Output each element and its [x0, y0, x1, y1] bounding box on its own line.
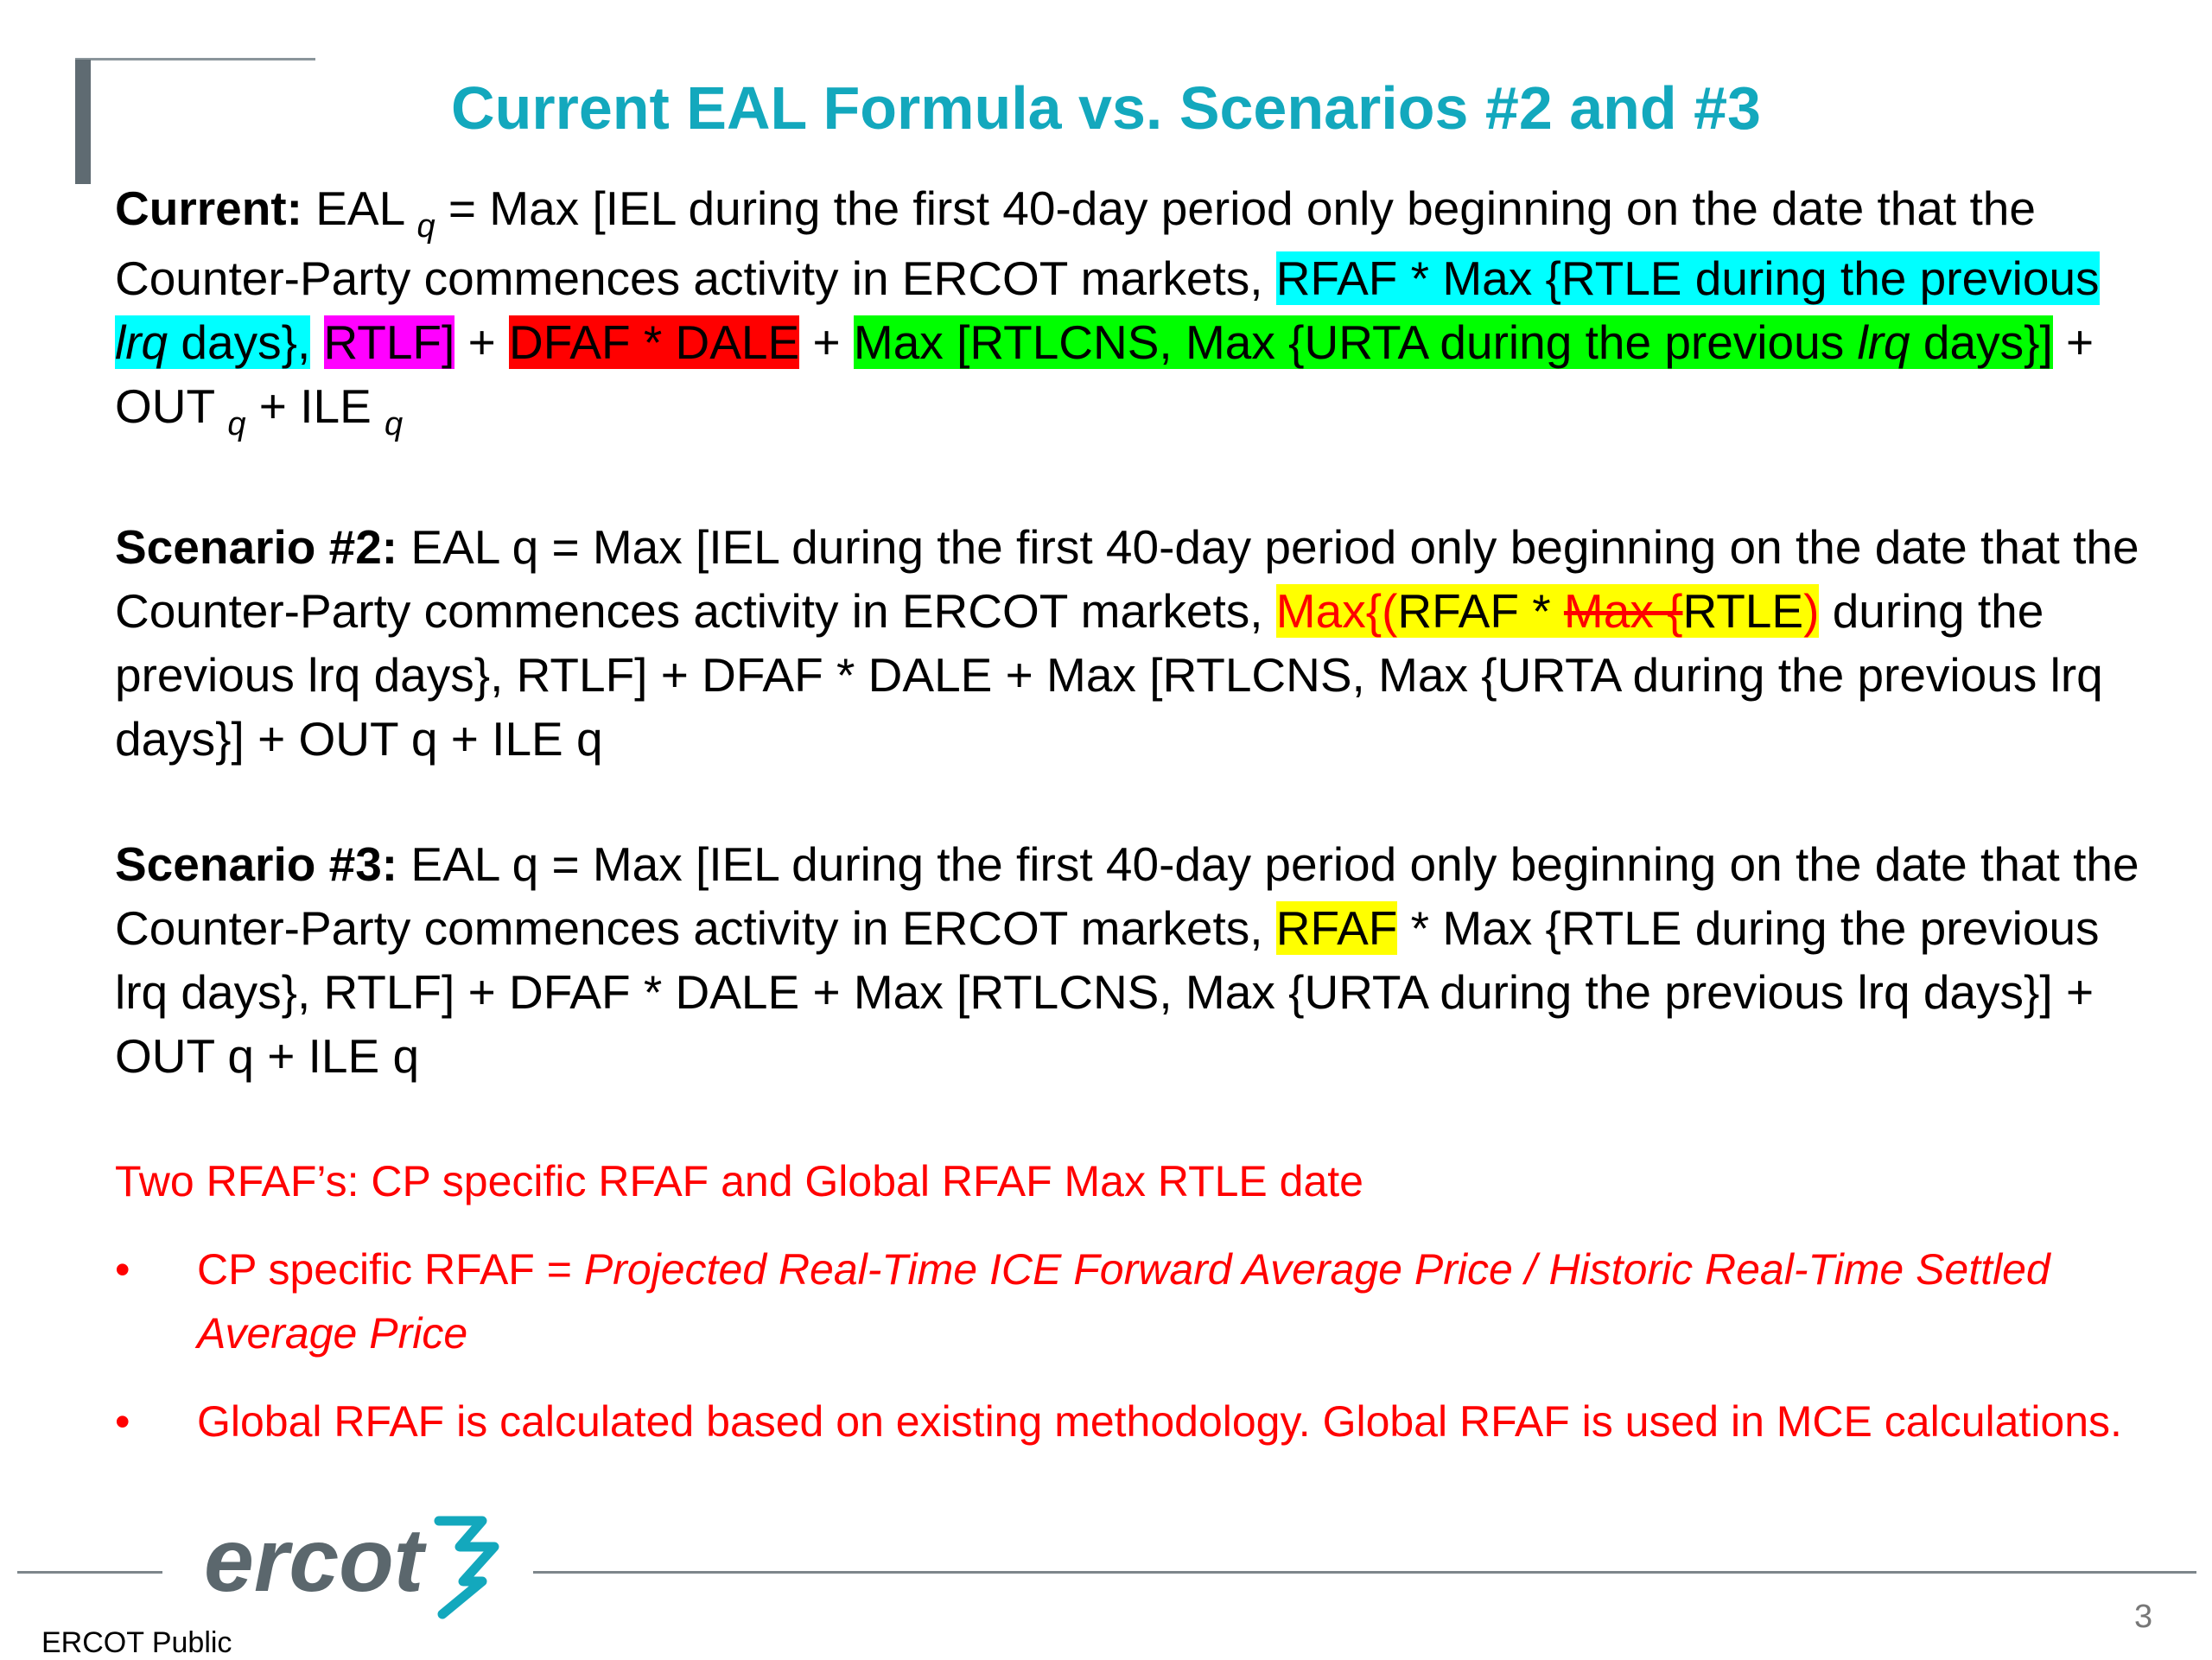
green-text: Max [RTLCNS, Max {URTA during the previous [853, 315, 1858, 369]
cyan-text: RFAF * Max {RTLE during the previous [1275, 251, 2100, 305]
corner-accent-horizontal [75, 58, 315, 60]
slide-title: Current EAL Formula vs. Scenarios #2 and #3 [451, 74, 1761, 142]
green-italic-lrq: lrq [1857, 315, 1910, 369]
bullet-dot: • [115, 1397, 130, 1446]
ercot-logo [204, 1509, 506, 1621]
scenario-2-text-2: during the previous lrq days}, RTLF] + DFAF * DALE + Max [RTLCNS, Max {URTA during the previous lrq days}] + OUT q + ILE q [115, 584, 2103, 766]
lightning-bolt-icon [439, 1521, 494, 1614]
footer-label: ERCOT Public [41, 1626, 232, 1659]
current-subscript-q-2: q [227, 406, 246, 442]
scenario-2-red-insert-1: Max{( [1275, 584, 1398, 638]
current-space [310, 315, 323, 369]
scenario-3-text-2: * Max {RTLE during the previous lrq days}, RTLF] + DFAF * DALE + Max [RTLCNS, Max {URTA during the previous lrq days}] + OUT q + ILE q [115, 901, 2100, 1083]
bullet-1-lead: CP specific RFAF = [197, 1245, 584, 1294]
ercot-logo-text: ercot [204, 1511, 424, 1611]
bullet-2-text: Global RFAF is calculated based on existing methodology. Global RFAF is used in MCE calculations. [197, 1397, 2122, 1446]
bullet-global-rfaf [115, 1390, 2137, 1453]
green-text-2: days}] [1910, 315, 2053, 369]
bullet-dot: • [115, 1245, 130, 1294]
scenario-2-text-1: EAL q = Max [IEL during the first 40-day period only beginning on the date that the Counter-Party commences activity in ERCOT markets, [115, 520, 2139, 638]
current-plus-1: + [454, 315, 509, 369]
footer-rule-right [533, 1571, 2196, 1574]
bullet-cp-specific-rfaf [115, 1237, 2137, 1365]
scenario-2-yellow-highlight [1276, 584, 1820, 638]
current-formula [115, 176, 2145, 444]
current-ile: + ILE [245, 379, 385, 433]
current-text-2: = Max [IEL during the first 40-day period only beginning on the date that the Counter-Party commences activity in ERCOT markets, [115, 181, 2036, 305]
cyan-text-2: days}, [168, 315, 311, 369]
bullet-1-italic: Projected Real-Time ICE Forward Average Price / Historic Real-Time Settled Average Price [197, 1245, 2050, 1358]
scenario-2-red-insert-2: ) [1803, 584, 1820, 638]
scenario-2-rtle: RTLE [1682, 584, 1804, 638]
current-plus-2: + [799, 315, 854, 369]
scenario-2-rfaf: RFAF * [1397, 584, 1564, 638]
notes-heading: Two RFAF’s: CP specific RFAF and Global RFAF Max RTLE date [115, 1157, 1363, 1205]
current-out: + OUT [115, 315, 2094, 433]
footer-rule-left [17, 1571, 162, 1574]
scenario-2-label: Scenario #2: [115, 520, 398, 574]
current-subscript-q: q [416, 208, 435, 245]
bullet-1-text [197, 1237, 2137, 1365]
scenario-3-yellow-highlight: RFAF [1275, 901, 1398, 955]
current-text-1: EAL [302, 181, 417, 235]
current-red-highlight: DFAF * DALE [509, 315, 800, 369]
page-number: 3 [2134, 1599, 2153, 1635]
scenario-3-formula [115, 832, 2145, 1088]
current-subscript-q-3: q [385, 406, 404, 442]
cyan-italic-lrq: lrq [115, 315, 168, 369]
current-magenta-highlight: RTLF] [323, 315, 455, 369]
current-label: Current: [115, 181, 302, 235]
current-green-highlight [854, 315, 2053, 369]
scenario-2-strikethrough: Max { [1563, 584, 1683, 638]
scenario-3-text-1: EAL q = Max [IEL during the first 40-day period only beginning on the date that the Counter-Party commences activity in ERCOT markets, [115, 837, 2139, 955]
scenario-3-label: Scenario #3: [115, 837, 398, 891]
scenario-2-formula [115, 515, 2145, 771]
